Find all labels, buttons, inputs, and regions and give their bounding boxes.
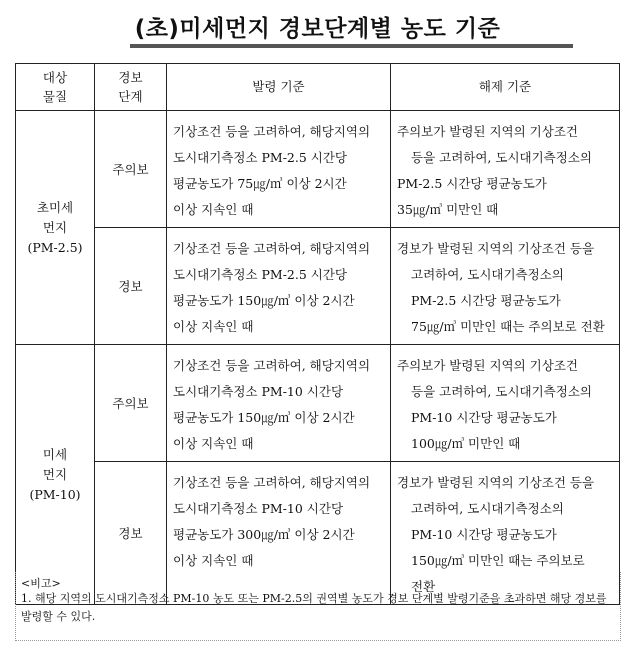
table-row <box>16 228 620 345</box>
criteria-line: 주의보가 발령된 지역의 기상조건 <box>397 358 578 373</box>
release-criteria <box>391 228 620 345</box>
criteria-line: 이상 지속인 때 <box>173 319 254 334</box>
criteria-line: PM-2.5 시간당 평균농도가 <box>397 176 547 191</box>
category-name-line: 먼지 <box>42 466 68 482</box>
remarks-item: 1. 해당 지역의 도시대기측정소 PM-10 농도 또는 PM-2.5의 권역별 농도가 경보 단계별 발령기준을 초과하면 해당 경보를 발령할 수 있다. <box>21 592 607 623</box>
criteria-line: 등을 고려하여, 도시대기측정소의 <box>411 384 592 399</box>
category-pm10 <box>16 345 95 605</box>
remarks-box <box>15 572 621 641</box>
criteria-line: 경보가 발령된 지역의 기상조건 등을 <box>397 241 595 256</box>
criteria-line: 도시대기측정소 PM-2.5 시간당 <box>173 267 348 282</box>
table-row <box>16 345 620 462</box>
criteria-line: 도시대기측정소 PM-2.5 시간당 <box>173 150 348 165</box>
category-pm25 <box>16 111 95 345</box>
header-target-line: 물질 <box>42 89 68 104</box>
header-level-line: 경보 <box>118 69 143 85</box>
criteria-line: 150㎍/㎥ 미만인 때는 주의보로 <box>411 553 585 568</box>
criteria-line: 평균농도가 150㎍/㎥ 이상 2시간 <box>173 410 355 425</box>
issue-criteria <box>167 228 391 345</box>
release-criteria <box>391 111 620 228</box>
criteria-line: 이상 지속인 때 <box>173 202 254 217</box>
criteria-line: 100㎍/㎥ 미만인 때 <box>411 436 521 451</box>
header-row <box>16 64 620 111</box>
criteria-line: 도시대기측정소 PM-10 시간당 <box>173 501 344 516</box>
criteria-line: 경보가 발령된 지역의 기상조건 등을 <box>397 475 595 490</box>
header-target <box>16 64 95 111</box>
criteria-line: 기상조건 등을 고려하여, 해당지역의 <box>173 358 371 373</box>
category-name-line: (PM-2.5) <box>27 239 83 255</box>
level-cell: 경보 <box>95 462 167 605</box>
level-cell: 주의보 <box>95 111 167 228</box>
criteria-line: 도시대기측정소 PM-10 시간당 <box>173 384 344 399</box>
header-issue: 발령 기준 <box>167 64 391 111</box>
title-underline <box>130 44 573 48</box>
issue-criteria <box>167 111 391 228</box>
criteria-line: 등을 고려하여, 도시대기측정소의 <box>411 150 592 165</box>
release-criteria <box>391 345 620 462</box>
criteria-line: 평균농도가 75㎍/㎥ 이상 2시간 <box>173 176 347 191</box>
criteria-line: 이상 지속인 때 <box>173 436 254 451</box>
criteria-line: 기상조건 등을 고려하여, 해당지역의 <box>173 475 371 490</box>
criteria-line: 75㎍/㎥ 미만인 때는 주의보로 전환 <box>411 319 605 334</box>
criteria-line: 전환 <box>411 579 436 594</box>
criteria-line: 평균농도가 150㎍/㎥ 이상 2시간 <box>173 293 355 308</box>
level-cell: 경보 <box>95 228 167 345</box>
criteria-line: 평균농도가 300㎍/㎥ 이상 2시간 <box>173 527 355 542</box>
category-name-line: 먼지 <box>42 219 68 235</box>
criteria-line: 주의보가 발령된 지역의 기상조건 <box>397 124 578 139</box>
level-cell: 주의보 <box>95 345 167 462</box>
criteria-line: 35㎍/㎥ 미만인 때 <box>397 202 499 217</box>
header-level-line: 단계 <box>118 89 143 104</box>
criteria-table <box>15 63 620 605</box>
criteria-line: PM-10 시간당 평균농도가 <box>411 410 557 425</box>
category-name-line: 초미세 <box>36 199 74 215</box>
category-name-line: 미세 <box>42 446 68 462</box>
category-name-line: (PM-10) <box>29 486 81 502</box>
page-title: (초)미세먼지 경보단계별 농도 기준 <box>134 16 501 42</box>
header-release: 해제 기준 <box>391 64 620 111</box>
header-target-line: 대상 <box>42 69 68 85</box>
header-level <box>95 64 167 111</box>
criteria-line: 고려하여, 도시대기측정소의 <box>411 267 564 282</box>
criteria-line: PM-10 시간당 평균농도가 <box>411 527 557 542</box>
criteria-line: 기상조건 등을 고려하여, 해당지역의 <box>173 124 371 139</box>
remarks-title: <비고> <box>21 577 61 590</box>
criteria-line: PM-2.5 시간당 평균농도가 <box>411 293 561 308</box>
criteria-line: 기상조건 등을 고려하여, 해당지역의 <box>173 241 371 256</box>
criteria-line: 고려하여, 도시대기측정소의 <box>411 501 564 516</box>
criteria-line: 이상 지속인 때 <box>173 553 254 568</box>
table-row <box>16 111 620 228</box>
issue-criteria <box>167 345 391 462</box>
